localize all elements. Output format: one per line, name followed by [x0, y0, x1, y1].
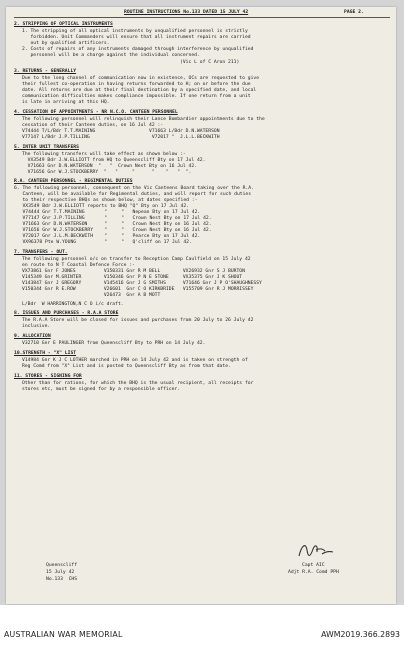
section-line: V71656 Gnr W.J.STOCKBERRY " " " " " " ".	[22, 170, 192, 175]
section-heading: 9. ALLOCATION	[14, 334, 51, 339]
section-line: VX3549 Bdr J.W.ELLIOTT reports to BHQ "Q" Bty on 17 Jul 42.	[14, 204, 189, 209]
section-heading: 5. INTER UNIT TRANSFERS	[14, 145, 79, 150]
section-heading: 8. ISSUES AND PURCHASES - R.A.A STORE	[14, 311, 119, 316]
section-line: VX3549 Bdr J.W.ELLIOTT from HQ to Queenscliff Bty on 17 Jul 42.	[22, 158, 206, 163]
section-line: L/Bdr W HARRINGTON,N C O i/c draft.	[22, 302, 124, 307]
archive-reference: AWM2019.366.2893	[321, 630, 400, 639]
section-line: The R.A.A Store will be closed for issues and purchases from 20 July to 26 July 42	[22, 318, 254, 323]
page-number: PAGE 2.	[344, 10, 364, 15]
section-heading: R.A. CANTEEN PERSONNEL - REGIMENTAL DUTIES	[14, 179, 133, 184]
signoff-appointment: Adjt R.A. Comd PPH	[288, 570, 339, 575]
section-line: Other than for rations, for which the BHQ is the usual recipient, all receipts for	[22, 381, 254, 386]
section-line: V145349 Gnr M.GRINTER V150346 Gnr P N E STONE VX35375 Gnr J K SHOUT	[22, 275, 243, 280]
section-line: en route to N T Coastal Defence Force :-	[22, 263, 135, 268]
section-line: V71663 Gnr D.N.WATERSON " " Crown Nest Bty on 16 Jul 42.	[22, 164, 197, 169]
section-line: communication difficulties makes compliance impossible. If one return from a unit	[22, 94, 251, 99]
section-line: 6. The following personnel, consequent on the Vic Canteens Board taking over the R.A.	[14, 186, 254, 191]
section-heading: 10.STRENGTH - "X" LIST	[14, 351, 77, 356]
section-heading: 4. CESSATION OF APPOINTMENTS - NR N.C.O. CANTEEN PERSONNEL	[14, 110, 178, 115]
section-line: V32710 Gnr E PAULINGER from Queenscliff Bty to PRH on 14 July 42.	[22, 341, 206, 346]
section-line: V71656 Gnr W.J.STOCKBERRY " " Crown Nest Bty on 16 Jul 42.	[14, 228, 212, 233]
section-line: VX96378 Pte W.YOUNG " " Q'cliff on 17 Jul 42.	[14, 240, 192, 245]
section-line: The following transfers will take effect as shown below :-	[22, 152, 186, 157]
section-line: (Vic L of C Aron 211)	[22, 60, 240, 65]
section-line: V77147 L/Bdr J.P.TILLING V72017 " J.L.L.BECKWITH	[22, 135, 220, 140]
section-line: cessation of their Canteen duties, on 16 Jul 42 :-	[22, 123, 164, 128]
section-line: date. All returns are due at their final destination by a specified date, and local	[22, 88, 257, 93]
section-line: is late in arriving at this HQ.	[22, 100, 110, 105]
section-line: to their respective BHQs as shown below, at dates specified :-	[14, 198, 198, 203]
header-rule	[14, 17, 390, 18]
section-line: Canteen, will be available for Regimental duties, and will report for such duties	[14, 192, 252, 197]
section-line: VX73861 Gnr F JONES V150331 Gnr R M BELL VX26932 Gnr S J BURTON	[22, 269, 245, 274]
section-line: personnel will be a charge against the individual concerned.	[22, 53, 200, 58]
section-line: V150344 Gnr R E.ROW V26601 Gnr C O KIRKBRIDE V155709 Gnr R J MORRISSEY	[22, 287, 254, 292]
section-line: V77147 Gnr J.P.TILLING " " Crown Nest Bty on 17 Jul 42.	[14, 216, 212, 221]
section-line: Due to the long channel of communication now in existence, OCs are requested to give	[22, 76, 260, 81]
section-line: 2. Costs of repairs of any instruments damaged through interference by unqualified	[22, 47, 254, 52]
signoff-rank: Capt AIC	[302, 563, 325, 568]
section-line: 1. The stripping of all optical instruments by unqualified personnel is strictly	[22, 29, 248, 34]
section-heading: 7. TRANSFERS - OUT.	[14, 250, 68, 255]
section-line: V74444 Gnr T.T.MAINING " " Nepean Bty on 17 Jul 42.	[14, 210, 201, 215]
section-line: inclusive.	[22, 324, 51, 329]
section-heading: 3. RETURNS - GENERALLY	[14, 69, 77, 74]
section-line: V26473 Gnr A B MOTT	[22, 293, 161, 298]
section-heading: 11. STORES - SIGNING FOR	[14, 374, 82, 379]
document-title: ROUTINE INSTRUCTIONS No.133 DATED 15 JULY 42	[124, 10, 249, 15]
document-page	[6, 7, 396, 604]
section-line: stores etc, must be signed for by a responsible officer.	[22, 387, 181, 392]
signoff-place: Queenscliff	[46, 563, 78, 568]
signature	[296, 540, 336, 562]
section-line: The following personnel o/c on transfer to Reception Camp Caulfield on 15 July 42	[22, 257, 251, 262]
section-line: Reg Comd from "X" List and is posted to Queenscliff Bty as from that date.	[22, 364, 231, 369]
section-line: forbidden. Unit Commanders will ensure that all instrument repairs are carried	[22, 35, 251, 40]
signoff-date: 15 July 42	[46, 570, 75, 575]
section-line: V14984 Gnr K J C LOTHER marched in PRH on 14 July 42 and is taken on strength of	[22, 358, 248, 363]
section-line: V143847 Gnr J GREGORY V145416 Gnr J G SMITHS V71646 Gnr J P O'SHAUGHNESSY	[22, 281, 262, 286]
section-line: their fullest co-operation in having returns forwarded to H; on or before the due	[22, 82, 251, 87]
section-line: V72017 Gnr J.L.M.BECKWITH " " Pearce Bty on 17 Jul 42.	[14, 234, 201, 239]
section-line: V74444 T/L/Bdr T.T.MAINING V71663 L/Bdr D.N.WATERSON	[22, 129, 220, 134]
signoff-ref: No.133 CHS	[46, 577, 78, 582]
section-line: The following personnel will relinquish their Lance Bombardier appointments due to the	[22, 117, 265, 122]
section-heading: 2. STRIPPING OF OPTICAL INSTRUMENTS	[14, 22, 113, 27]
archive-footer	[0, 605, 404, 653]
section-line: out by qualified artificers.	[22, 41, 110, 46]
archive-name: AUSTRALIAN WAR MEMORIAL	[4, 630, 123, 639]
section-line: V71663 Gnr D.N.WATERSON " " Crown Nest Bty on 16 Jul 42.	[14, 222, 212, 227]
